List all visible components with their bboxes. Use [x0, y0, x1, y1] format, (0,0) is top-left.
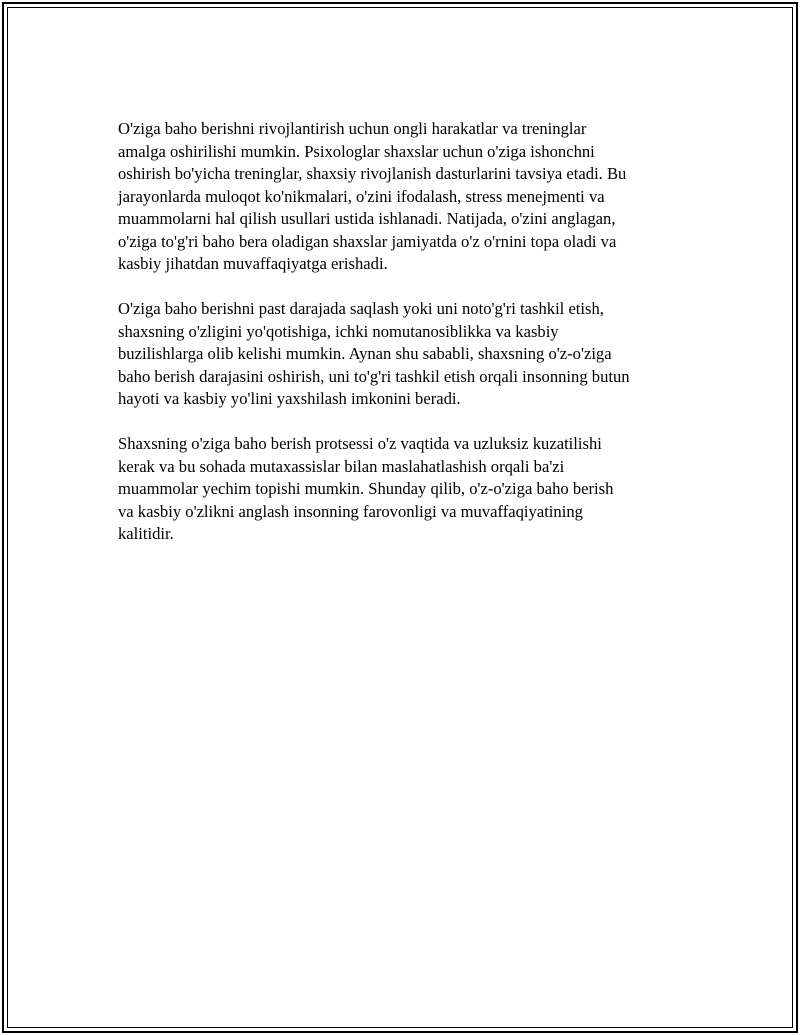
text-line: va kasbiy o'zlikni anglash insonning farovonligi va muvaffaqiyatining	[118, 501, 583, 521]
text-line: muammolar yechim topishi mumkin. Shunday qilib, o'z-o'ziga baho berish	[118, 479, 614, 498]
paragraph-1	[118, 118, 698, 276]
text-line: O'ziga baho berishni past darajada saqlash yoki uni noto'g'ri tashkil etish,	[118, 299, 604, 318]
text-line: O'ziga baho berishni rivojlantirish uchun ongli harakatlar va treninglar	[118, 119, 587, 138]
text-line: kerak va bu sohada mutaxassislar bilan maslahatlashish orqali ba'zi	[118, 456, 565, 476]
text-line: oshirish bo'yicha treninglar, shaxsiy rivojlanish dasturlarini tavsiya etadi. Bu	[118, 164, 627, 183]
text-line: shaxsning o'zligini yo'qotishiga, ichki nomutanosiblikka va kasbiy	[118, 321, 559, 341]
text-line: baho berish darajasini oshirish, uni to'g'ri tashkil etish orqali insonning butun	[118, 366, 630, 386]
text-line: Shaxsning o'ziga baho berish protsessi o'z vaqtida va uzluksiz kuzatilishi	[118, 434, 602, 453]
text-line: hayoti va kasbiy yo'lini yaxshilash imkonini beradi.	[118, 389, 461, 408]
text-line: buzilishlarga olib kelishi mumkin. Aynan shu sababli, shaxsning o'z-o'ziga	[118, 344, 612, 363]
paragraph-3	[118, 433, 698, 546]
text-line: muammolarni hal qilish usullari ustida ishlanadi. Natijada, o'zini anglagan,	[118, 209, 616, 228]
document-body	[118, 118, 698, 568]
text-line: kasbiy jihatdan muvaffaqiyatga erishadi.	[118, 254, 388, 273]
text-line: kalitidir.	[118, 524, 174, 543]
paragraph-2	[118, 298, 698, 411]
text-line: jarayonlarda muloqot ko'nikmalari, o'zini ifodalash, stress menejmenti va	[118, 186, 605, 206]
text-line: o'ziga to'g'ri baho bera oladigan shaxslar jamiyatda o'z o'rnini topa oladi va	[118, 231, 617, 251]
text-line: amalga oshirilishi mumkin. Psixologlar shaxslar uchun o'ziga ishonchni	[118, 141, 595, 161]
